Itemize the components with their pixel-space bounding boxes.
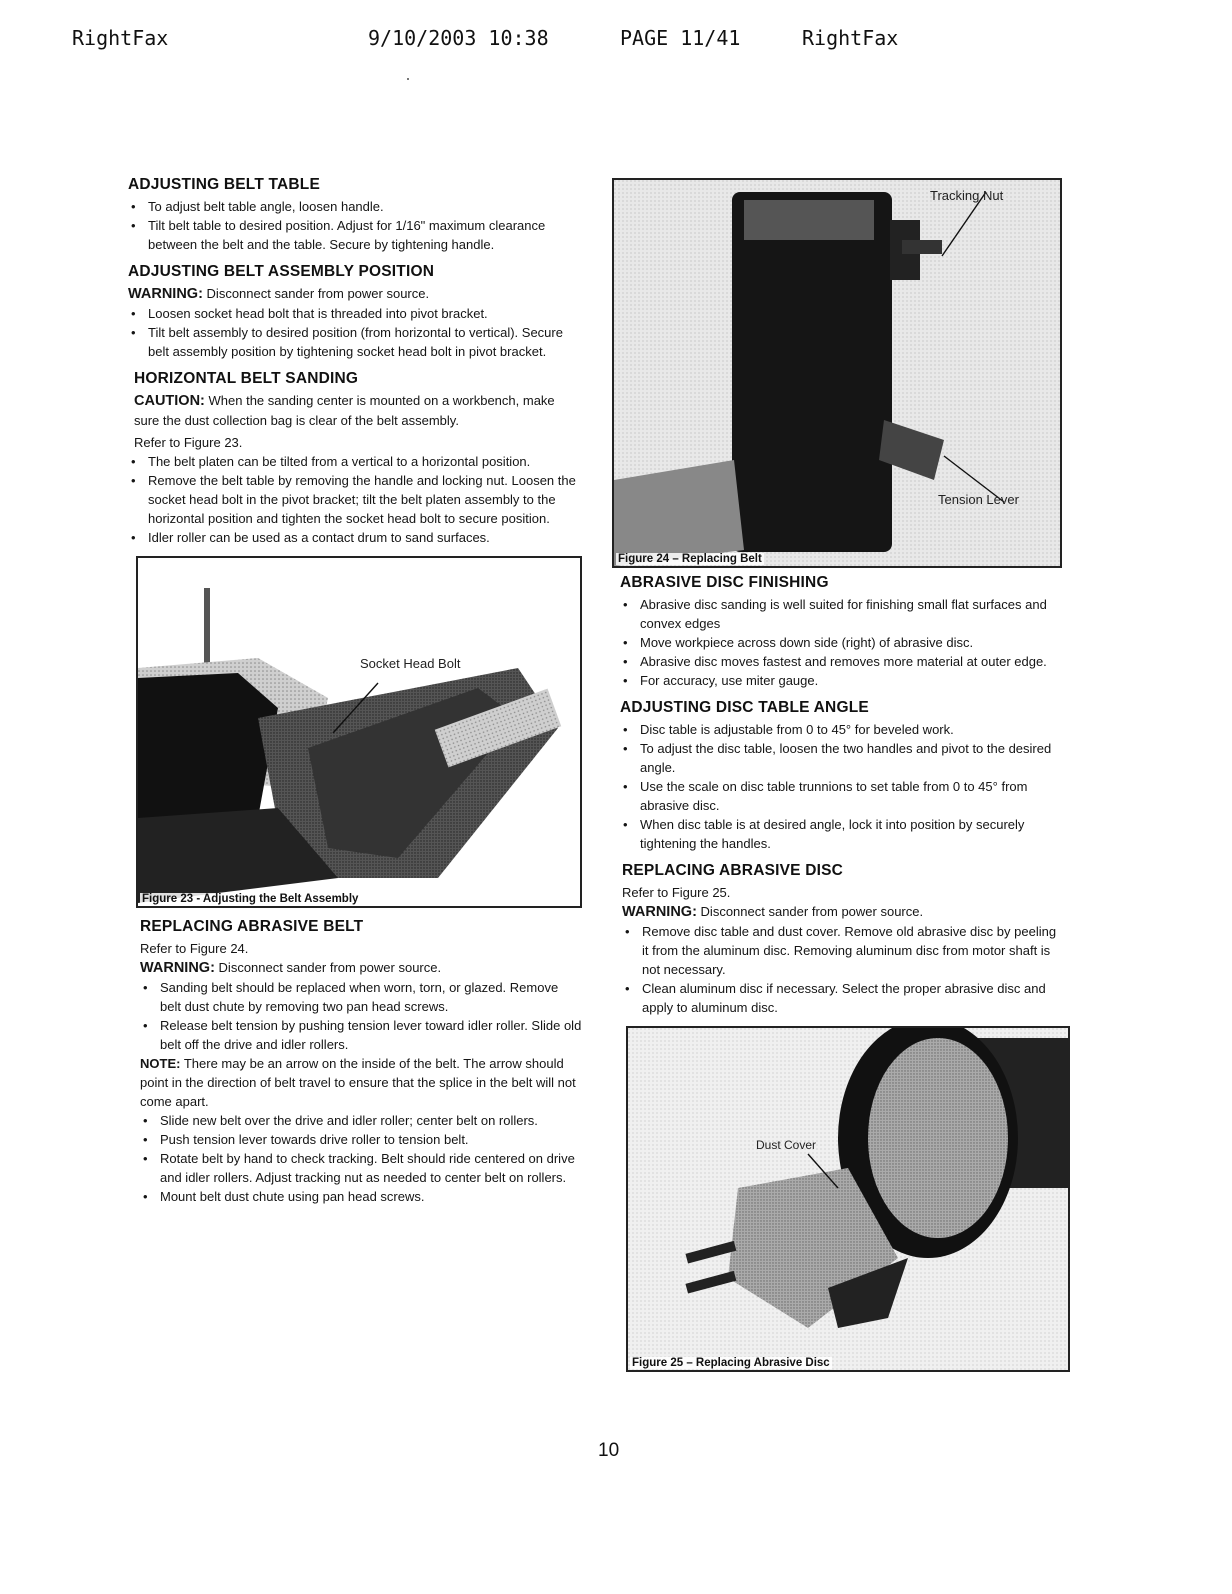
section-adjusting-disc-table-angle bbox=[620, 699, 1062, 853]
callout-tracking-nut: Tracking Nut bbox=[930, 188, 1004, 203]
list-item: • Remove the belt table by removing the handle and locking nut. Loosen the socket head bolt in the pivot bracket; tilt the belt platen assembly to the horizontal position and tighten the socket head bolt to secure position. bbox=[128, 471, 582, 528]
figure-caption: Figure 24 – Replacing Belt bbox=[618, 553, 762, 565]
section-title: ADJUSTING BELT ASSEMBLY POSITION bbox=[128, 263, 435, 280]
bullet-list bbox=[620, 595, 1062, 690]
list-item: • To adjust belt table angle, loosen handle. bbox=[128, 197, 582, 216]
fax-header-left: RightFax bbox=[72, 26, 169, 50]
warning-line bbox=[128, 284, 582, 304]
figure-24 bbox=[612, 178, 1062, 568]
section-replacing-abrasive-disc bbox=[622, 862, 1062, 1017]
list-item: • To adjust the disc table, loosen the two handles and pivot to the desired angle. bbox=[620, 739, 1062, 777]
list-item: • Rotate belt by hand to check tracking. Belt should ride centered on drive and idler rollers. Adjust tracking nut as needed to center belt on rollers. bbox=[140, 1149, 582, 1187]
section-abrasive-disc-finishing bbox=[620, 574, 1062, 690]
list-item: • The belt platen can be tilted from a vertical to a horizontal position. bbox=[128, 452, 582, 471]
fax-header-page: PAGE 11/41 bbox=[620, 26, 741, 50]
page-number: 10 bbox=[598, 1440, 620, 1461]
warning-label: WARNING: bbox=[622, 904, 697, 920]
note-label: NOTE: bbox=[140, 1056, 181, 1071]
fax-header-right: RightFax bbox=[802, 26, 899, 50]
section-title: REPLACING ABRASIVE DISC bbox=[622, 862, 844, 879]
section-horizontal-belt-sanding bbox=[128, 370, 582, 547]
list-item: • Tilt belt assembly to desired position (from horizontal to vertical). Secure belt assembly position by tightening socket head bolt in pivot bracket. bbox=[128, 323, 582, 361]
list-item: • Tilt belt table to desired position. Adjust for 1/16" maximum clearance between the belt and the table. Secure by tightening handle. bbox=[128, 216, 582, 254]
warning-label: WARNING: bbox=[128, 286, 203, 302]
list-item: • Disc table is adjustable from 0 to 45° for beveled work. bbox=[620, 720, 1062, 739]
section-title: ADJUSTING BELT TABLE bbox=[128, 176, 321, 193]
warning-text: Disconnect sander from power source. bbox=[218, 960, 442, 975]
section-title: ABRASIVE DISC FINISHING bbox=[620, 574, 829, 591]
section-adjusting-belt-table bbox=[128, 176, 582, 254]
figure-caption: Figure 25 – Replacing Abrasive Disc bbox=[632, 1357, 830, 1369]
bullet-list bbox=[622, 922, 1062, 1017]
left-column bbox=[128, 176, 582, 1215]
list-item: • Abrasive disc sanding is well suited for finishing small flat surfaces and convex edges bbox=[620, 595, 1062, 633]
figure-23 bbox=[136, 556, 582, 908]
list-item: • Move workpiece across down side (right) of abrasive disc. bbox=[620, 633, 1062, 652]
caution-label: CAUTION: bbox=[134, 393, 205, 409]
list-item: • Push tension lever towards drive roller to tension belt. bbox=[140, 1130, 582, 1149]
list-item: • Clean aluminum disc if necessary. Select the proper abrasive disc and apply to aluminum disc. bbox=[622, 979, 1062, 1017]
caution-line bbox=[134, 391, 582, 430]
list-item: • Abrasive disc moves fastest and removes more material at outer edge. bbox=[620, 652, 1062, 671]
figure-reference: Refer to Figure 24. bbox=[140, 941, 249, 956]
list-item: • For accuracy, use miter gauge. bbox=[620, 671, 1062, 690]
list-item: • Use the scale on disc table trunnions to set table from 0 to 45° from abrasive disc. bbox=[620, 777, 1062, 815]
note-text: There may be an arrow on the inside of the belt. The arrow should point in the direction of belt travel to ensure that the splice in the belt will not come apart. bbox=[140, 1056, 576, 1109]
right-column bbox=[612, 178, 1062, 1372]
list-item: • Release belt tension by pushing tension lever toward idler roller. Slide old belt off the drive and idler rollers. bbox=[140, 1016, 582, 1054]
fax-header-date: 9/10/2003 10:38 bbox=[368, 26, 549, 50]
list-item: • Remove disc table and dust cover. Remove old abrasive disc by peeling it from the aluminum disc. Removing aluminum disc from motor shaft is not necessary. bbox=[622, 922, 1062, 979]
section-title: ADJUSTING DISC TABLE ANGLE bbox=[620, 699, 869, 716]
list-item: • Idler roller can be used as a contact drum to sand surfaces. bbox=[128, 528, 582, 547]
section-adjusting-belt-assembly bbox=[128, 263, 582, 361]
warning-label: WARNING: bbox=[140, 960, 215, 976]
bullet-list bbox=[140, 1111, 582, 1206]
list-item: • Sanding belt should be replaced when worn, torn, or glazed. Remove belt dust chute by removing two pan head screws. bbox=[140, 978, 582, 1016]
scan-speck bbox=[407, 78, 409, 80]
bullet-list bbox=[128, 197, 582, 254]
list-item: • When disc table is at desired angle, lock it into position by securely tightening the handles. bbox=[620, 815, 1062, 853]
warning-line bbox=[622, 902, 1062, 922]
section-replacing-abrasive-belt bbox=[140, 918, 582, 1206]
figure-25-photo bbox=[628, 1028, 1068, 1370]
figure-reference: Refer to Figure 25. bbox=[622, 885, 731, 900]
section-title: HORIZONTAL BELT SANDING bbox=[134, 370, 359, 387]
figure-reference: Refer to Figure 23. bbox=[134, 435, 243, 450]
callout-socket-head-bolt: Socket Head Bolt bbox=[360, 656, 461, 671]
callout-dust-cover: Dust Cover bbox=[756, 1138, 817, 1152]
warning-line bbox=[140, 958, 582, 978]
bullet-list bbox=[140, 978, 582, 1054]
list-item: • Loosen socket head bolt that is threaded into pivot bracket. bbox=[128, 304, 582, 323]
bullet-list bbox=[128, 304, 582, 361]
note-line bbox=[140, 1054, 582, 1111]
list-item: • Slide new belt over the drive and idler roller; center belt on rollers. bbox=[140, 1111, 582, 1130]
bullet-list bbox=[620, 720, 1062, 853]
bullet-list bbox=[128, 452, 582, 547]
list-item: • Mount belt dust chute using pan head screws. bbox=[140, 1187, 582, 1206]
figure-25 bbox=[626, 1026, 1070, 1372]
figure-caption: Figure 23 - Adjusting the Belt Assembly bbox=[142, 893, 359, 905]
callout-tension-lever: Tension Lever bbox=[938, 492, 1019, 507]
section-title: REPLACING ABRASIVE BELT bbox=[140, 918, 364, 935]
fax-header bbox=[72, 26, 972, 56]
warning-text: Disconnect sander from power source. bbox=[700, 904, 924, 919]
warning-text: Disconnect sander from power source. bbox=[206, 286, 430, 301]
caution-text: When the sanding center is mounted on a workbench, make sure the dust collection bag is clear of the belt assembly. bbox=[134, 393, 555, 428]
figure-24-photo bbox=[614, 180, 1060, 566]
figure-23-photo bbox=[138, 558, 580, 906]
